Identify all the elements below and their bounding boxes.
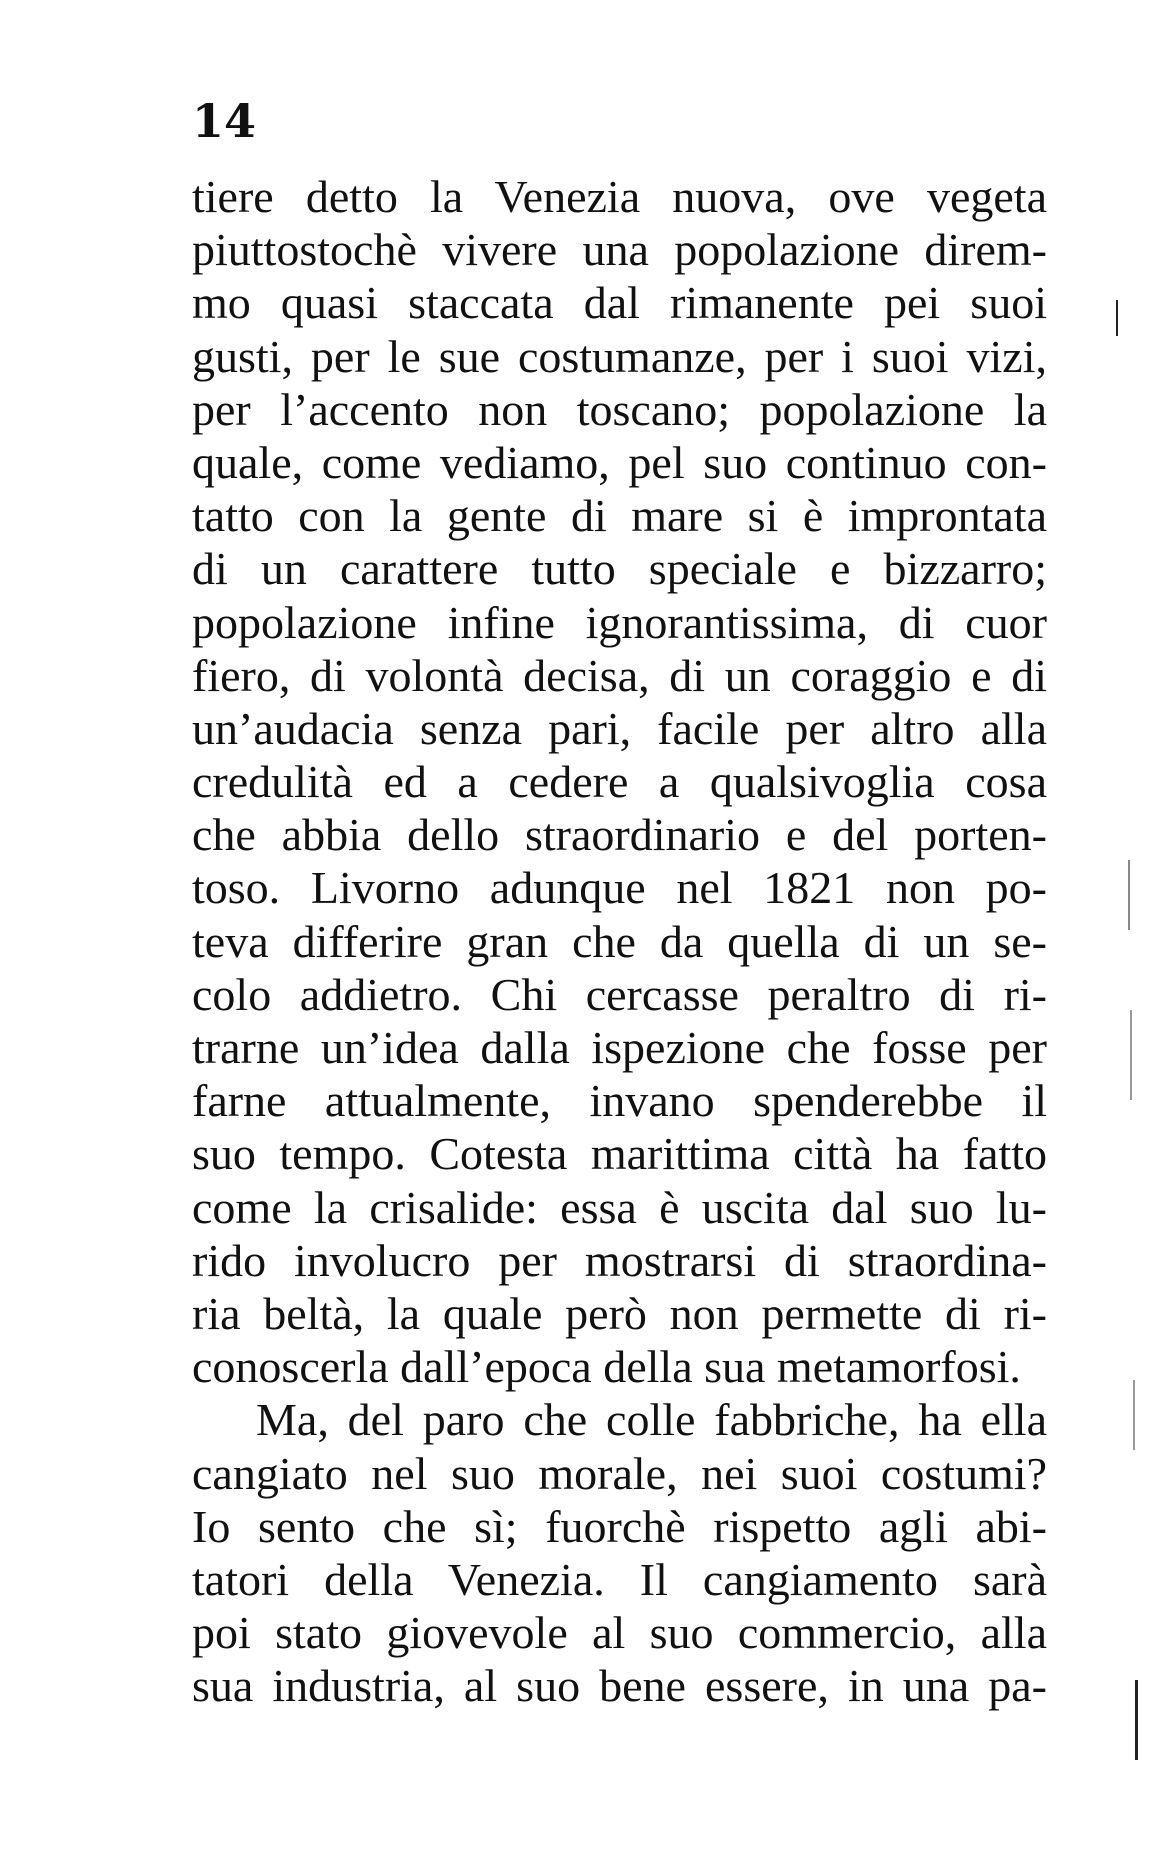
text-line: che abbia dello straordinario e del porten- — [192, 809, 1047, 861]
scan-mark — [1133, 1380, 1135, 1450]
text-line: rido involucro per mostrarsi di straordina- — [192, 1234, 1047, 1286]
scan-mark — [1135, 1680, 1138, 1760]
text-line: conoscerla dall’epoca della sua metamorfosi. — [192, 1341, 1021, 1393]
text-line: suo tempo. Cotesta marittima città ha fatto — [192, 1128, 1047, 1180]
text-line: tatto con la gente di mare si è improntata — [192, 490, 1047, 542]
text-line: tatori della Venezia. Il cangiamento sarà — [192, 1553, 1047, 1605]
text-line: di un carattere tutto speciale e bizzarro; — [192, 543, 1047, 595]
text-line: tiere detto la Venezia nuova, ove vegeta — [192, 171, 1047, 222]
text-line: come la crisalide: essa è uscita dal suo lu- — [192, 1181, 1047, 1233]
page-text — [192, 170, 1047, 1712]
text-line: per l’accento non toscano; popolazione la — [192, 383, 1047, 435]
text-line: colo addietro. Chi cercasse peraltro di ri- — [192, 968, 1047, 1020]
text-line: popolazione infine ignorantissima, di cuor — [192, 596, 1047, 648]
text-line: sua industria, al suo bene essere, in una pa- — [192, 1660, 1047, 1712]
text-line: poi stato giovevole al suo commercio, alla — [192, 1607, 1047, 1659]
text-line: farne attualmente, invano spenderebbe il — [192, 1075, 1047, 1127]
text-line: credulità ed a cedere a qualsivoglia cosa — [192, 756, 1047, 808]
text-line: Io sento che sì; fuorchè rispetto agli abi- — [192, 1500, 1047, 1552]
text-line: cangiato nel suo morale, nei suoi costumi? — [192, 1447, 1047, 1499]
text-line: piuttostochè vivere una popolazione direm- — [192, 224, 1047, 276]
text-line: Ma, del paro che colle fabbriche, ha ella — [256, 1394, 1047, 1446]
text-line: toso. Livorno adunque nel 1821 non po- — [192, 862, 1047, 914]
scan-mark — [1116, 300, 1118, 336]
text-line: quale, come vediamo, pel suo continuo con- — [192, 436, 1047, 488]
text-line: fiero, di volontà decisa, di un coraggio e di — [192, 649, 1047, 701]
text-line: trarne un’idea dalla ispezione che fosse per — [192, 1022, 1047, 1073]
text-line: mo quasi staccata dal rimanente pei suoi — [192, 277, 1047, 329]
text-line: ria beltà, la quale però non permette di ri- — [192, 1287, 1047, 1339]
scan-mark — [1128, 860, 1130, 930]
text-line: un’audacia senza pari, facile per altro alla — [192, 702, 1047, 754]
page-number: 14 — [192, 94, 257, 148]
text-line: teva differire gran che da quella di un se- — [192, 915, 1047, 967]
scan-mark — [1130, 1010, 1132, 1100]
text-line: gusti, per le sue costumanze, per i suoi vizi, — [192, 330, 1047, 382]
